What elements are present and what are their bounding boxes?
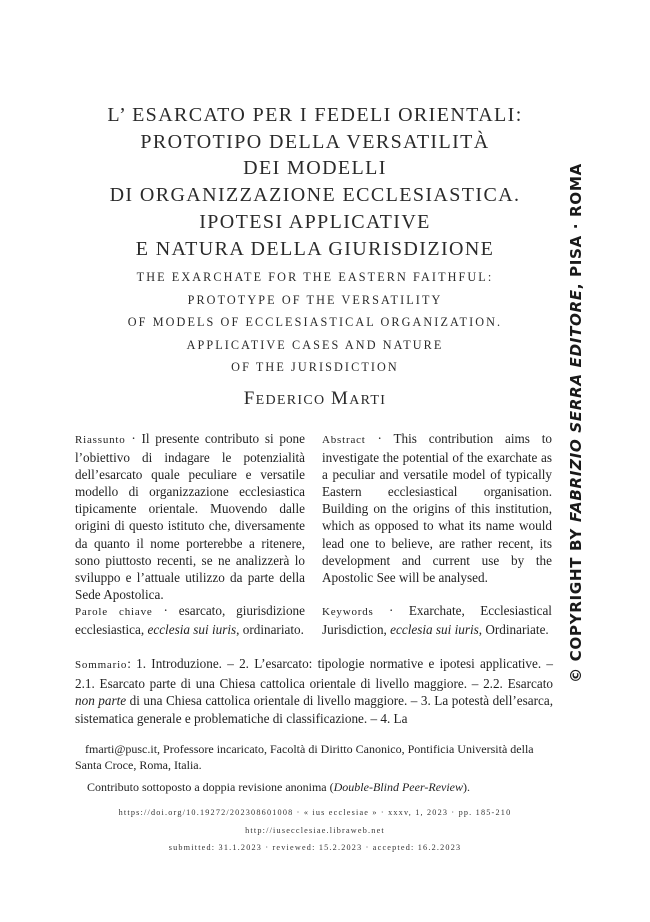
doi-line: https://doi.org/10.19272/202308601008 · « ius ecclesiae » · xxxv, 1, 2023 · pp. 185-210 (118, 808, 512, 817)
title-english (60, 266, 570, 379)
title-it-line: DI ORGANIZZAZIONE ECCLESIASTICA. (109, 184, 521, 207)
title-en-line: PROTOTYPE OF THE VERSATILITY (187, 292, 443, 307)
riassunto-text: Il presente contributo si pone l’obiettivo di indagare le potenzialità dell’esarcato quale peculiare e versatile modello di organizzazione ecclesiastica tipicamente orientale. Muovendo dalle origini di questo istituto che, diversamente da quanto il nome porterebbe a ritenere, sono piuttosto recenti, se ne analizzerà lo sviluppo e l’attuale utilizzo da parte della Sede Apostolica. (75, 431, 305, 602)
title-en-line: APPLICATIVE CASES AND NATURE (186, 337, 444, 352)
publication-metadata (60, 804, 570, 857)
submission-dates: submitted: 31.1.2023 · reviewed: 15.2.2023 · accepted: 16.2.2023 (168, 843, 462, 852)
abstract-column (322, 430, 552, 586)
abstract-heading: Abstract (322, 434, 366, 446)
keywords: Keywords · Exarchate, Ecclesiastical Jurisdiction, ecclesia sui iuris, Ordinariate. (322, 603, 552, 638)
sommario: Sommario: 1. Introduzione. – 2. L’esarcato: tipologie normative e ipotesi applicative. – 2.1. Esarcato parte di una Chiesa cattolica orientale di livello maggiore. – 2.2. Esarcato non parte di una Chiesa cattolica orientale di livello maggiore. – 3. La potestà dell’esarca, sistematica generale e problematiche di classificazione. – 4. La (75, 656, 553, 726)
riassunto-paragraph: Riassunto · Il presente contributo si pone l’obiettivo di indagare le potenzialità dell’esarcato quale peculiare e versatile modello di organizzazione ecclesiastica tipicamente orientale. Muovendo dalle origini di questo istituto che, diversamente da quanto il nome porterebbe a ritenere, sono piuttosto recenti, se ne analizzerà lo sviluppo e l’attuale utilizzo da parte della Sede Apostolica. (75, 431, 305, 602)
title-italian (60, 102, 570, 262)
abstract-paragraph: Abstract · This contribution aims to investigate the potential of the exarchate as a peculiar and versatile model of typically Eastern ecclesiastical organisation. Building on the origins of this institution, which as opposed to what its name would lead one to believe, are rather recent, its development and current use by the Apostolic See will be analysed. (322, 431, 552, 585)
title-en-line: OF THE JURISDICTION (231, 360, 399, 375)
sommario-heading: Sommario (75, 659, 128, 671)
author-footnote (75, 741, 553, 795)
title-it-line: DEI MODELLI (243, 157, 387, 180)
abstract-text: This contribution aims to investigate the potential of the exarchate as a peculiar and versatile model of typically Eastern ecclesiastical organisation. Building on the origins of this institution, which as opposed to what its name would lead one to believe, are rather recent, its development and current use by the Apostolic See will be analysed. (322, 431, 552, 585)
title-en-line: OF MODELS OF ECCLESIASTICAL ORGANIZATION. (127, 315, 503, 330)
copyright-notice: © COPYRIGHT BY FABRIZIO SERRA EDITORE, PISA · ROMA (567, 163, 585, 683)
parole-chiave: Parole chiave · esarcato, giurisdizione ecclesiastica, ecclesia sui iuris, ordinariato. (75, 603, 305, 638)
title-en-line: THE EXARCHATE FOR THE EASTERN FAITHFUL: (136, 270, 494, 284)
title-it-line: IPOTESI APPLICATIVE (199, 210, 431, 233)
riassunto-heading: Riassunto (75, 434, 126, 446)
journal-url: http://iusecclesiae.libraweb.net (245, 825, 385, 835)
peer-review-note: Contributo sottoposto a doppia revisione anonima (Double-Blind Peer-Review). (87, 780, 471, 794)
author-name: FEDERICO MARTI (243, 388, 387, 409)
keywords-heading: Keywords (322, 606, 374, 618)
riassunto-column (75, 430, 305, 603)
author-affiliation: fmarti@pusc.it, Professore incaricato, Facoltà di Diritto Canonico, Pontificia Università della Santa Croce, Roma, Italia. (75, 742, 534, 772)
title-it-line: PROTOTIPO DELLA VERSATILITÀ (140, 130, 490, 153)
title-it-line: L’ ESARCATO PER I FEDELI ORIENTALI: (107, 104, 523, 126)
title-it-line: E NATURA DELLA GIURISDIZIONE (135, 237, 495, 260)
parole-chiave-heading: Parole chiave (75, 606, 153, 618)
